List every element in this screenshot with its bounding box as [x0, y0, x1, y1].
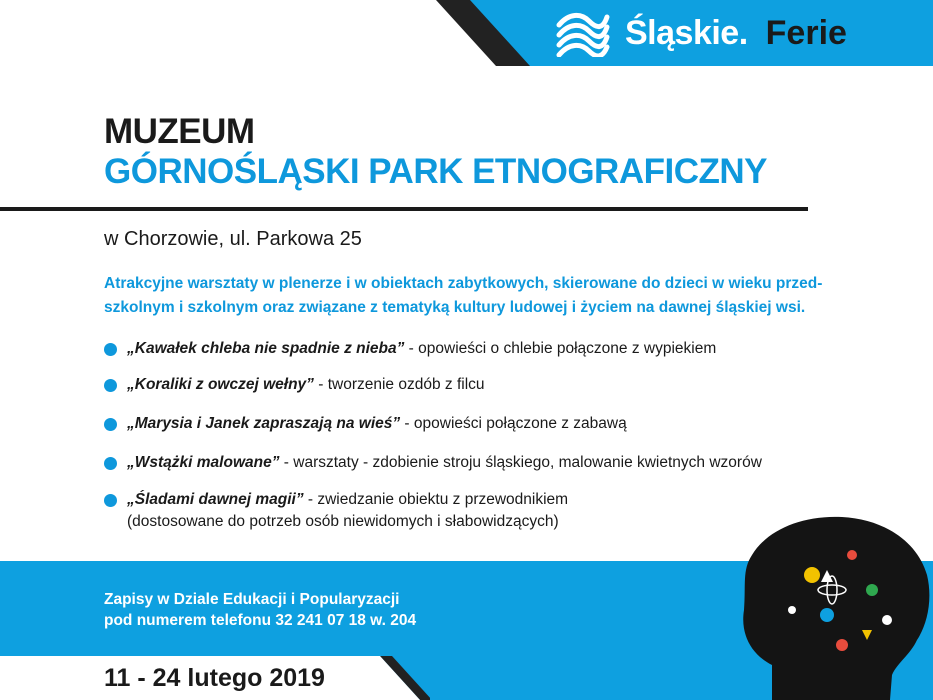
workshop-item: „Śladami dawnej magii” - zwiedzanie obiektu z przewodnikiem (dostosowane do potrzeb osób niewidomych i słabowidzących): [104, 489, 568, 533]
child-head-illustration: [732, 515, 933, 700]
bullet-dot: [104, 494, 117, 507]
title-museum: MUZEUM: [104, 112, 255, 151]
brand-name: Śląskie.: [625, 13, 748, 52]
workshop-title: „Wstążki malowane”: [127, 454, 280, 471]
waves-logo-icon: [555, 9, 611, 57]
signup-info: [104, 589, 416, 631]
brand-sub: Ferie: [765, 13, 847, 52]
workshop-note: (dostosowane do potrzeb osób niewidomych i słabowidzących): [127, 513, 559, 530]
workshop-desc: zwiedzanie obiektu z przewodnikiem: [317, 491, 569, 508]
workshop-desc: warsztaty - zdobienie stroju śląskiego, malowanie kwietnych wzorów: [293, 454, 762, 471]
workshop-item: „Koraliki z owczej wełny” - tworzenie ozdób z filcu: [104, 374, 485, 396]
brand-logo: [555, 6, 847, 60]
intro-text: Atrakcyjne warsztaty w plenerze i w obiektach zabytkowych, skierowane do dzieci w wieku przed-szkolnym i szkolnym oraz związane z tematyką kultury ludowej i życiem na dawnej śląskiej wsi.: [104, 275, 823, 316]
workshop-desc: opowieści o chlebie połączone z wypiekiem: [418, 340, 717, 357]
title-park: GÓRNOŚLĄSKI PARK ETNOGRAFICZNY: [104, 152, 767, 191]
workshop-item: „Marysia i Janek zapraszają na wieś” - opowieści połączone z zabawą: [104, 413, 627, 435]
address: w Chorzowie, ul. Parkowa 25: [104, 228, 362, 250]
signup-line1: Zapisy w Dziale Edukacji i Popularyzacji: [104, 591, 400, 608]
signup-line2: pod numerem telefonu 32 241 07 18 w. 204: [104, 612, 417, 629]
workshop-title: „Koraliki z owczej wełny”: [127, 376, 314, 393]
bullet-dot: [104, 379, 117, 392]
workshop-item: „Kawałek chleba nie spadnie z nieba” - opowieści o chlebie połączone z wypiekiem: [104, 338, 716, 360]
workshop-desc: opowieści połączone z zabawą: [413, 415, 627, 432]
bullet-dot: [104, 343, 117, 356]
workshop-title: „Kawałek chleba nie spadnie z nieba”: [127, 340, 405, 357]
workshop-title: „Śladami dawnej magii”: [127, 491, 304, 508]
workshop-title: „Marysia i Janek zapraszają na wieś”: [127, 415, 401, 432]
bullet-dot: [104, 418, 117, 431]
workshop-desc: tworzenie ozdób z filcu: [327, 376, 485, 393]
workshop-item: „Wstążki malowane” - warsztaty - zdobienie stroju śląskiego, malowanie kwietnych wzorów: [104, 452, 762, 474]
bullet-dot: [104, 457, 117, 470]
event-dates: 11 - 24 lutego 2019: [104, 664, 325, 692]
title-divider: [0, 207, 808, 211]
